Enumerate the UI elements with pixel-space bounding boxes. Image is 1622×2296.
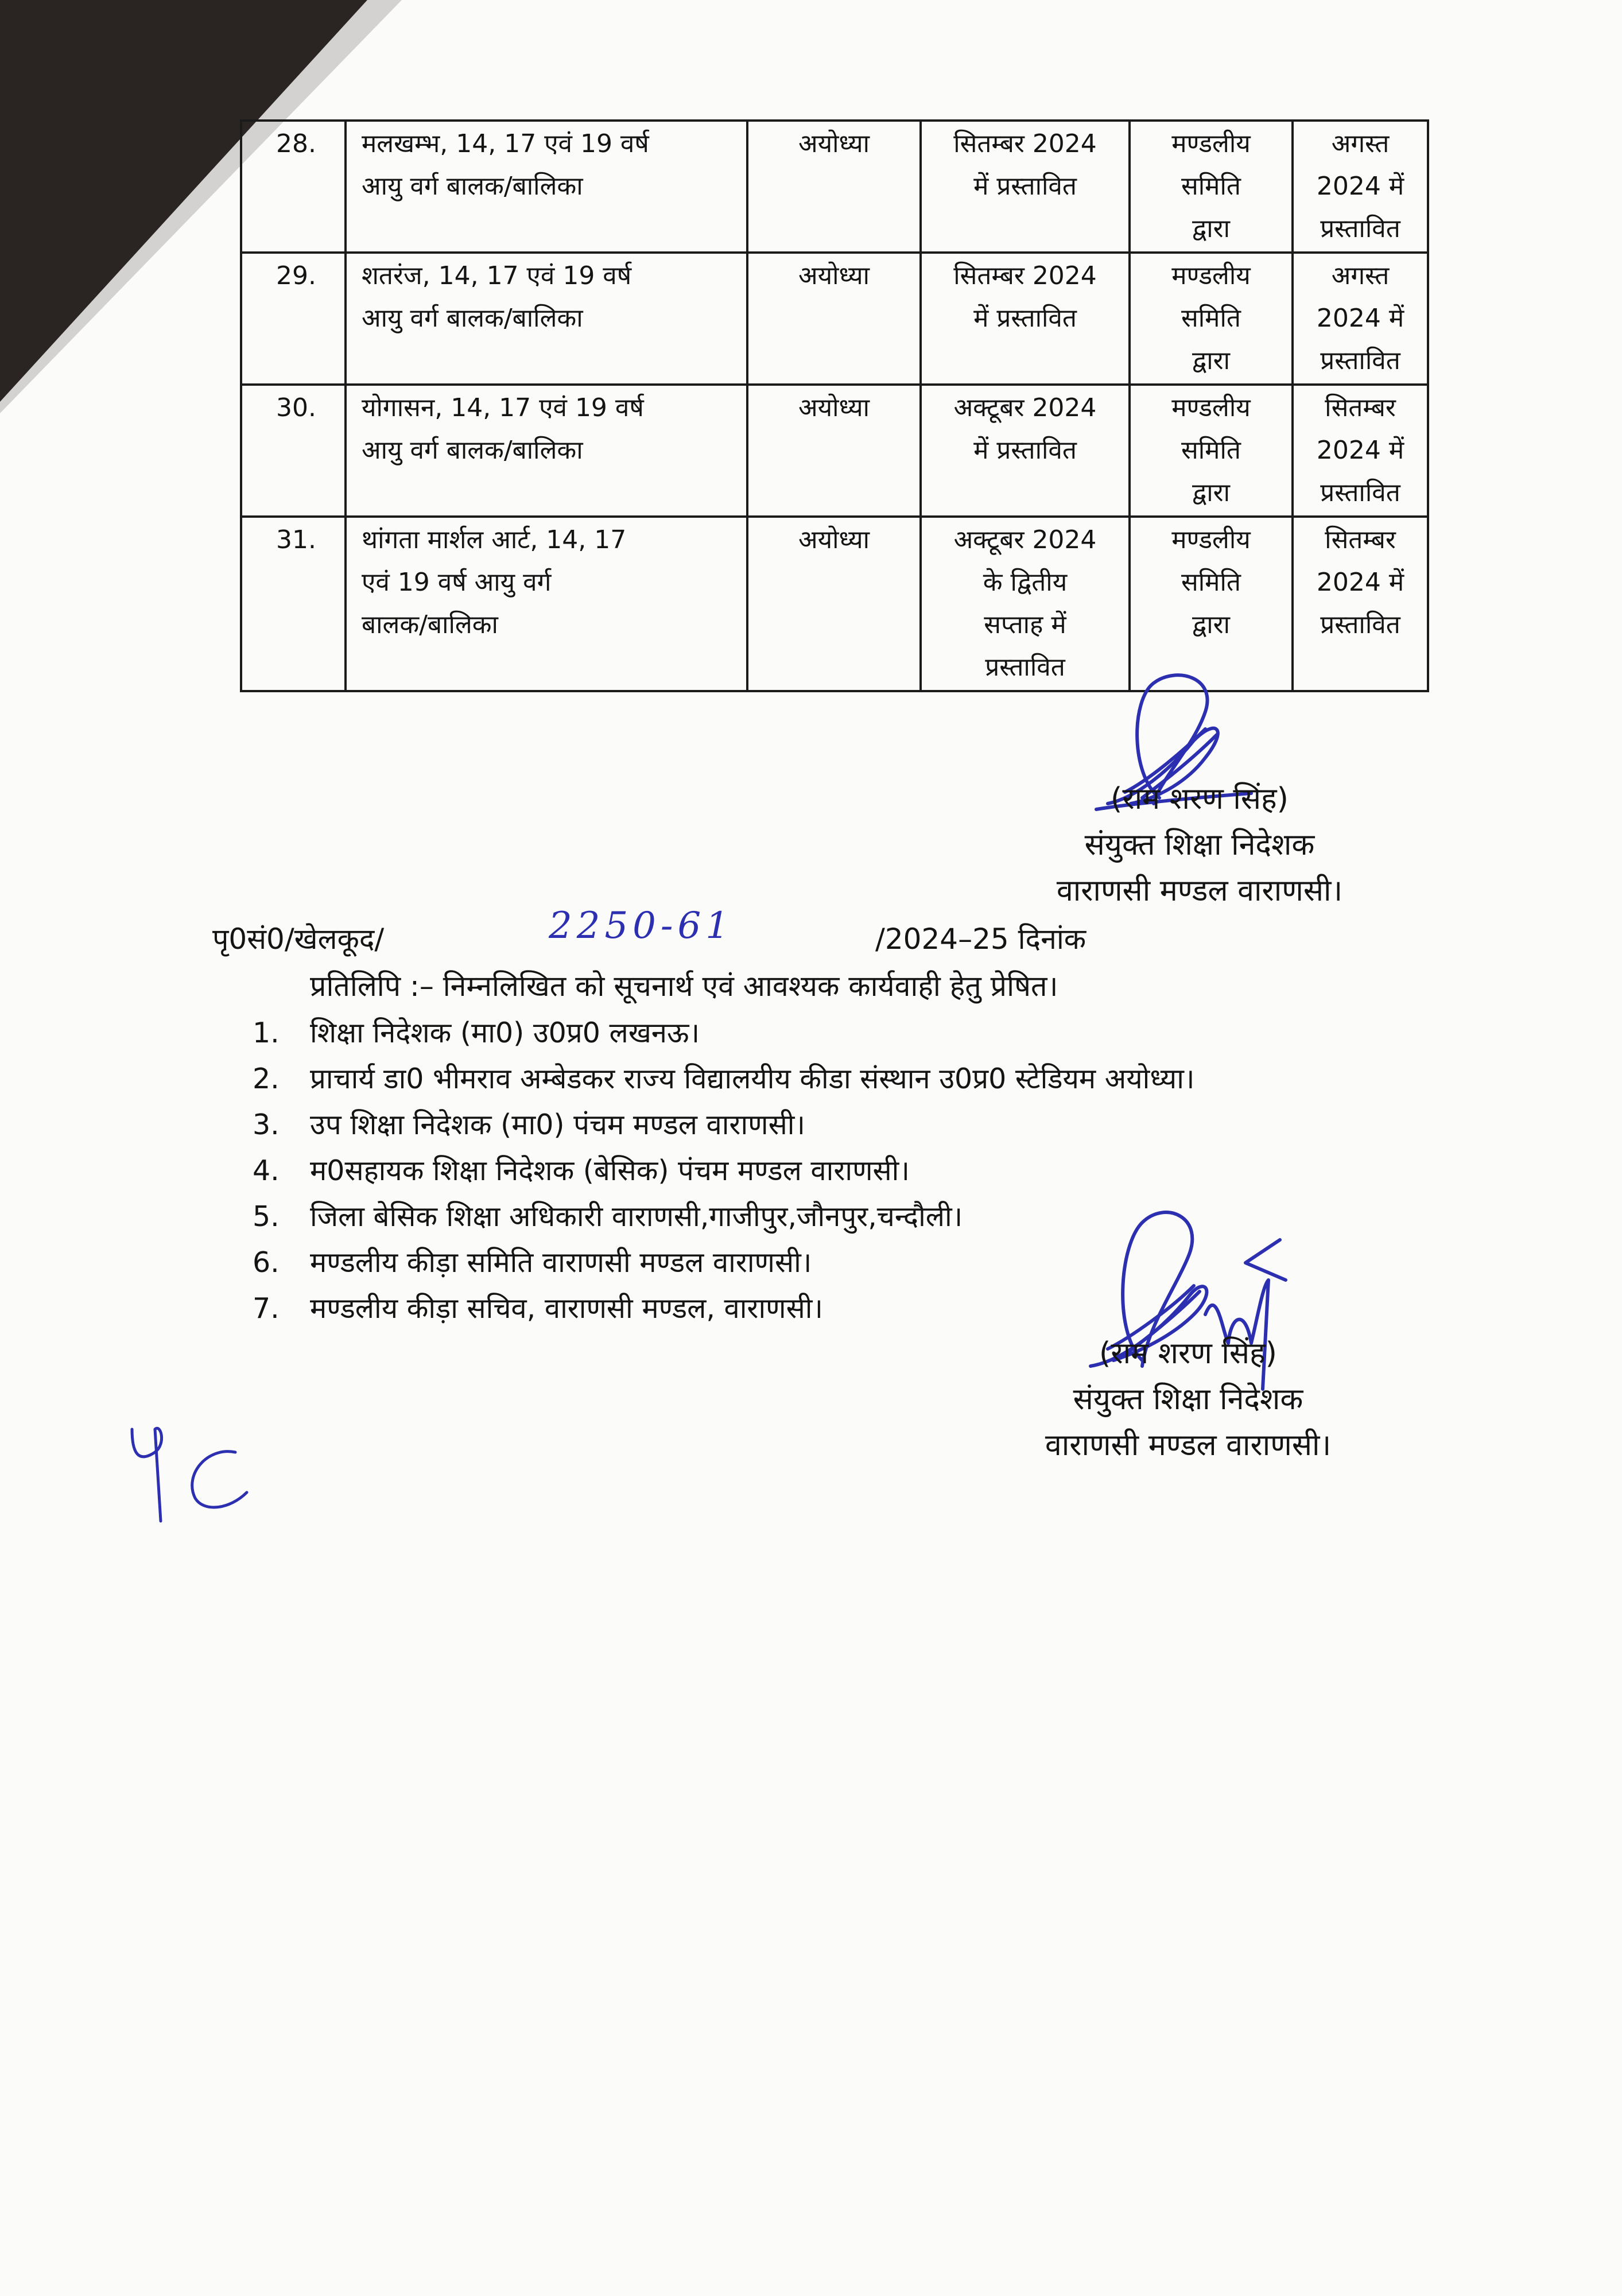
event-line: योगासन, 14, 17 एवं 19 वर्ष xyxy=(362,393,644,422)
organizer-line: मण्डलीय xyxy=(1171,261,1251,290)
event-line: एवं 19 वर्ष आयु वर्ग xyxy=(362,568,552,597)
organizer-line: द्वारा xyxy=(1192,346,1231,375)
list-item: 6. मण्डलीय कीड़ा समिति वाराणसी मण्डल वाराणसी। xyxy=(253,1246,812,1279)
signature-block-1 xyxy=(941,776,1458,914)
entry-line: प्रस्तावित xyxy=(1320,478,1400,507)
organizer-line: द्वारा xyxy=(1192,214,1231,243)
date-line: में प्रस्तावित xyxy=(973,304,1077,333)
signatory-office: वाराणसी मण्डल वाराणसी। xyxy=(1056,874,1343,908)
table-row xyxy=(241,253,1428,385)
event-line: आयु वर्ग बालक/बालिका xyxy=(362,304,583,333)
organizer-line: समिति xyxy=(1181,436,1241,465)
list-item: 7. मण्डलीय कीड़ा सचिव, वाराणसी मण्डल, वाराणसी। xyxy=(253,1292,823,1325)
event-line: बालक/बालिका xyxy=(362,610,498,639)
list-item: 2. प्राचार्य डा0 भीमराव अम्बेडकर राज्य विद्यालयीय कीडा संस्थान उ0प्र0 स्टेडियम अयोध्या। xyxy=(253,1062,1195,1095)
signatory-designation: संयुक्त शिक्षा निदेशक xyxy=(1084,828,1315,862)
date-line: में प्रस्तावित xyxy=(973,436,1077,465)
row-number: 30. xyxy=(276,393,316,422)
date-line: सितम्बर 2024 xyxy=(953,129,1097,158)
svg-text:2250-61: 2250-61 xyxy=(549,905,734,947)
signature-block-2 xyxy=(930,1331,1446,1468)
copy-intro: प्रतिलिपि :– निम्नलिखित को सूचनार्थ एवं आवश्यक कार्यवाही हेतु प्रेषित। xyxy=(310,969,1058,1003)
signatory-office: वाराणसी मण्डल वाराणसी। xyxy=(1045,1428,1332,1463)
date-line: अक्टूबर 2024 xyxy=(953,525,1097,554)
event-line: शतरंज, 14, 17 एवं 19 वर्ष xyxy=(362,261,632,290)
venue: अयोध्या xyxy=(798,129,870,158)
date-line: सप्ताह में xyxy=(984,610,1066,639)
venue: अयोध्या xyxy=(798,525,870,554)
entry-line: 2024 में xyxy=(1316,568,1404,597)
row-number: 29. xyxy=(276,261,316,290)
event-line: आयु वर्ग बालक/बालिका xyxy=(362,172,583,201)
row-number: 28. xyxy=(276,129,316,158)
row-number: 31. xyxy=(276,525,316,554)
event-line: मलखम्भ, 14, 17 एवं 19 वर्ष xyxy=(362,129,649,158)
event-line: आयु वर्ग बालक/बालिका xyxy=(362,436,583,465)
date-line: के द्वितीय xyxy=(983,568,1068,597)
organizer-line: समिति xyxy=(1181,568,1241,597)
entry-line: 2024 में xyxy=(1316,436,1404,465)
table-row xyxy=(241,517,1428,691)
organizer-line: समिति xyxy=(1181,304,1241,333)
entry-line: सितम्बर xyxy=(1325,525,1396,554)
table-row xyxy=(241,385,1428,517)
date-line: प्रस्तावित xyxy=(985,653,1065,682)
table-row xyxy=(241,121,1428,253)
signatory-designation: संयुक्त शिक्षा निदेशक xyxy=(1073,1382,1303,1417)
venue: अयोध्या xyxy=(798,393,870,422)
entry-line: 2024 में xyxy=(1316,172,1404,201)
organizer-line: मण्डलीय xyxy=(1171,393,1251,422)
entry-line: प्रस्तावित xyxy=(1320,610,1400,639)
list-item: 5. जिला बेसिक शिक्षा अधिकारी वाराणसी,गाजीपुर,जौनपुर,चन्दौली। xyxy=(253,1200,963,1233)
signatory-name: (राम शरण सिंह) xyxy=(1099,1336,1277,1371)
handwritten-reference-number xyxy=(545,889,763,957)
date-line: सितम्बर 2024 xyxy=(953,261,1097,290)
event-line: थांगता मार्शल आर्ट, 14, 17 xyxy=(362,525,627,554)
entry-line: प्रस्तावित xyxy=(1320,346,1400,375)
date-line: में प्रस्तावित xyxy=(973,172,1077,201)
organizer-line: समिति xyxy=(1181,172,1241,201)
organizer-line: द्वारा xyxy=(1192,478,1231,507)
list-item: 1. शिक्षा निदेशक (मा0) उ0प्र0 लखनऊ। xyxy=(253,1017,700,1049)
venue: अयोध्या xyxy=(798,261,870,290)
organizer-line: द्वारा xyxy=(1192,610,1231,639)
entry-line: 2024 में xyxy=(1316,304,1404,333)
handwritten-margin-mark xyxy=(121,1412,270,1527)
entry-line: सितम्बर xyxy=(1325,393,1396,422)
entry-line: अगस्त xyxy=(1331,129,1390,158)
entry-line: अगस्त xyxy=(1331,261,1390,290)
reference-prefix: पृ0सं0/खेलकूद/ xyxy=(212,922,385,956)
signatory-name: (राम शरण सिंह) xyxy=(1111,782,1289,816)
date-line: अक्टूबर 2024 xyxy=(953,393,1097,422)
schedule-table xyxy=(240,119,1429,692)
organizer-line: मण्डलीय xyxy=(1171,525,1251,554)
organizer-line: मण्डलीय xyxy=(1171,129,1251,158)
reference-suffix: /2024–25 दिनांक xyxy=(875,922,1086,956)
list-item: 4. म0सहायक शिक्षा निदेशक (बेसिक) पंचम मण्डल वाराणसी। xyxy=(253,1154,910,1187)
entry-line: प्रस्तावित xyxy=(1320,214,1400,243)
list-item: 3. उप शिक्षा निदेशक (मा0) पंचम मण्डल वाराणसी। xyxy=(253,1108,805,1141)
